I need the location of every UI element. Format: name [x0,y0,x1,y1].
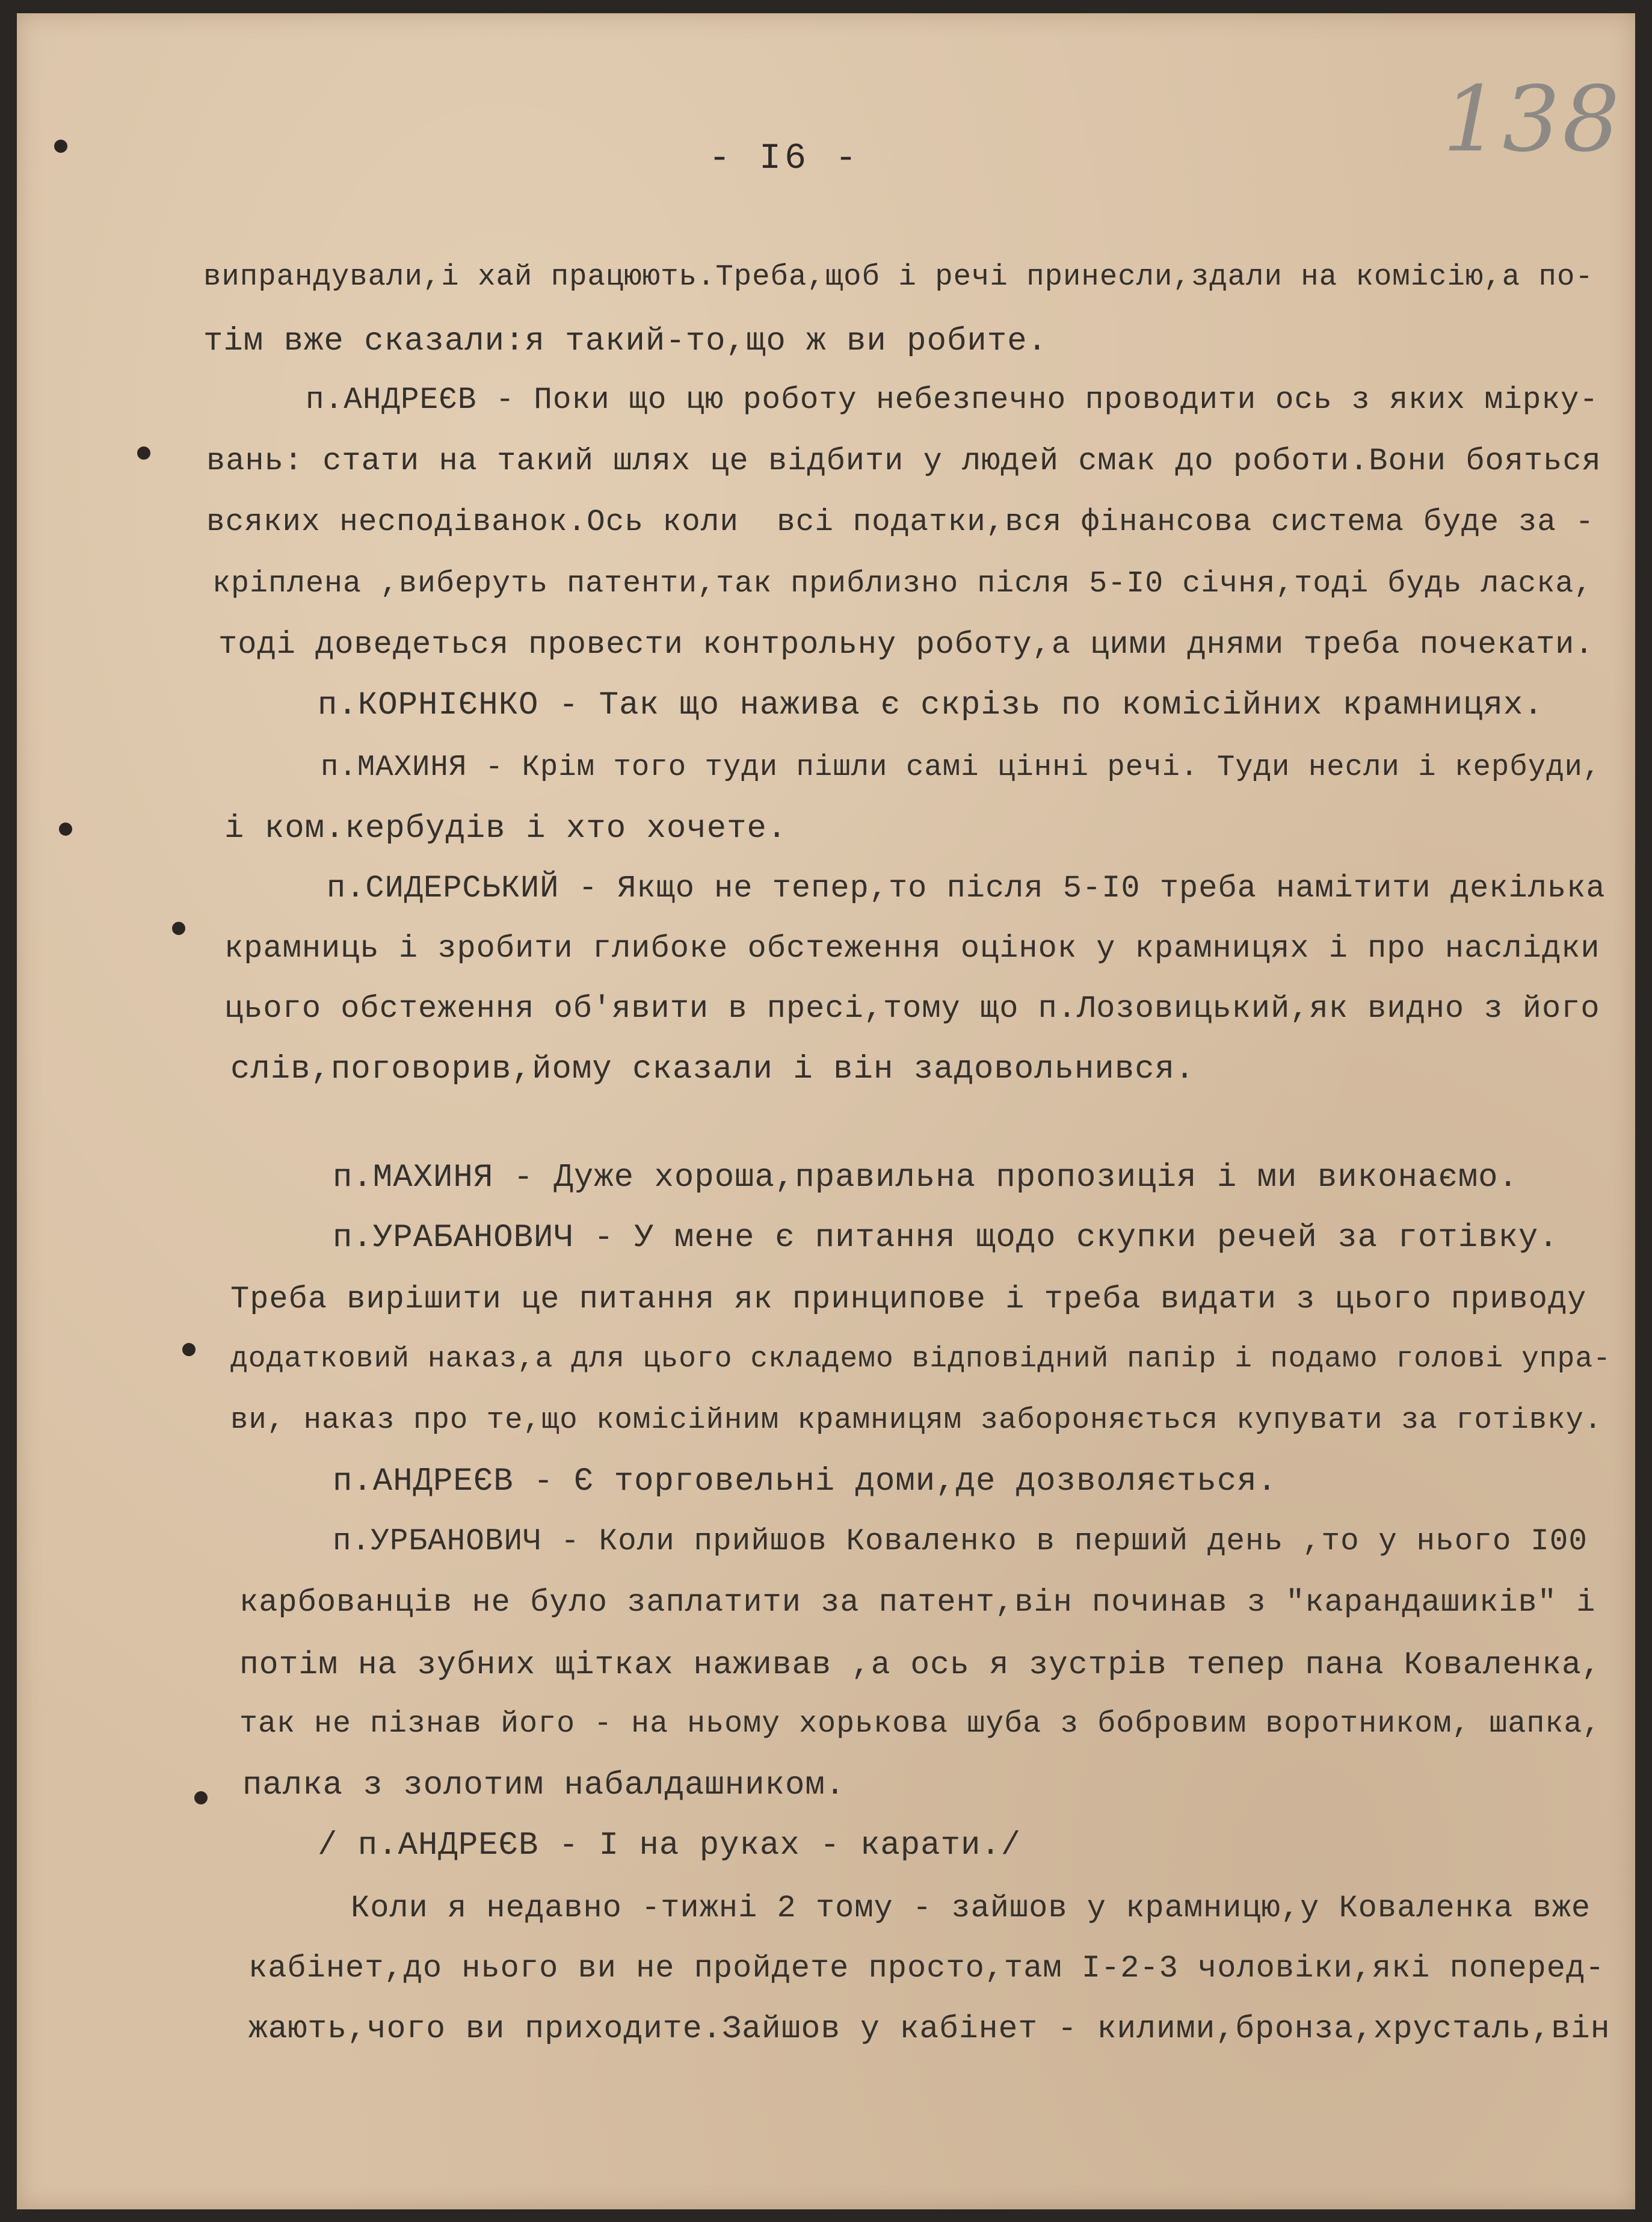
text-line: п.СИДЕРСЬКИЙ - Якщо не тепер,то після 5-I0 треба намітити декілька [327,871,1606,906]
text-line: карбованців не було заплатити за патент,він починав з "карандашиків" і [239,1585,1596,1620]
binding-hole [172,922,185,935]
text-line: жають,чого ви приходите.Зайшов у кабінет - килими,бронза,хрусталь,він [248,2011,1610,2047]
text-line: п.КОРНІЄНКО - Так що нажива є скрізь по комісійних крамницях. [318,687,1544,724]
text-line: тім вже сказали:я такий-то,що ж ви робите. [203,323,1048,360]
text-line: п.АНДРЕЄВ - Є торговельні доми,де дозволяється. [333,1463,1278,1500]
text-line: кріплена ,виберуть патенти,так приблизно після 5-I0 січня,тоді будь ласка, [212,567,1593,601]
page-number: - I6 - [709,138,861,179]
text-line: Коли я недавно -тижні 2 тому - зайшов у крамницю,у Коваленка вже [351,1890,1591,1926]
text-line: цього обстеження об'явити в пресі,тому що п.Лозовицький,як видно з його [224,991,1600,1026]
text-line: палка з золотим набалдашником. [242,1767,846,1804]
text-line: / п.АНДРЕЄВ - І на руках - карати./ [318,1827,1022,1864]
binding-hole [182,1343,196,1356]
text-line: п.МАХИНЯ - Дуже хороша,правильна пропозиція і ми виконаємо. [333,1159,1518,1196]
text-line: і ком.кербудів і хто хочете. [224,810,787,847]
binding-hole [54,140,67,153]
text-line: всяких несподіванок.Ось коли всі податки,вся фінансова система буде за - [206,505,1595,540]
text-line: випрандували,і хай працюють.Треба,щоб і речі принесли,здали на комісію,а по- [203,260,1594,294]
text-line: так не пізнав його - на ньому хорькова шуба з бобровим воротником, шапка, [239,1707,1601,1741]
document-page [17,13,1635,2209]
text-line: слів,поговорив,йому сказали і він задовольнився. [230,1051,1195,1088]
text-line: крамниць і зробити глибоке обстеження оцінок у крамницях і про наслідки [224,931,1600,966]
text-line: кабінет,до нього ви не пройдете просто,там I-2-3 чоловіки,які поперед- [248,1951,1605,1986]
text-line: Треба вирішити це питання як принципове і треба видати з цього приводу [230,1282,1587,1317]
archive-page-number: 138 [1443,67,1623,172]
text-line: потім на зубних щітках наживав ,а ось я зустрів тепер пана Коваленка, [239,1647,1601,1683]
text-line: п.УРАБАНОВИЧ - У мене є питання щодо скупки речей за готівку. [333,1220,1559,1256]
text-line: п.УРБАНОВИЧ - Коли прийшов Коваленко в перший день ,то у нього I00 [333,1525,1588,1559]
binding-hole [59,822,72,836]
text-line: вань: стати на такий шлях це відбити у людей смак до роботи.Вони бояться [206,443,1601,479]
text-line: тоді доведеться провести контрольну роботу,а цими днями треба почекати. [218,627,1594,662]
text-line: ви, наказ про те,що комісійним крамницям забороняється купувати за готівку. [230,1403,1603,1437]
text-line: п.АНДРЕЄВ - Поки що цю роботу небезпечно проводити ось з яких мірку- [306,383,1599,418]
text-line: п.МАХИНЯ - Крім того туди пішли самі цінні речі. Туди несли і кербуди, [321,750,1601,784]
text-line: додатковий наказ,а для цього складемо відповідний папір і подамо голові упра- [230,1343,1611,1375]
binding-hole [194,1791,208,1804]
binding-hole [137,446,150,460]
